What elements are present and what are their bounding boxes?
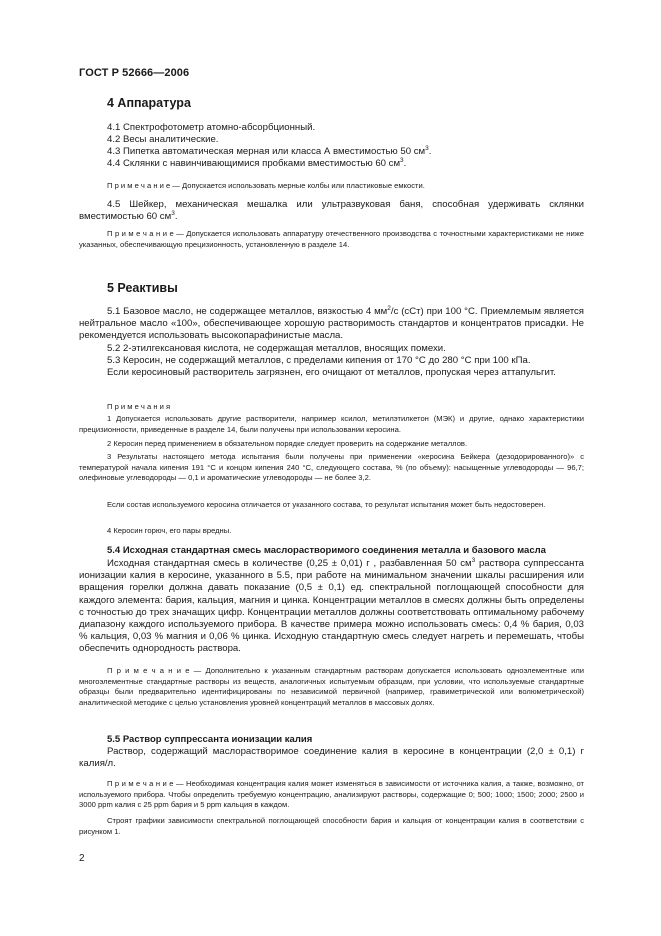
note-5-5: П р и м е ч а н и е — Необходимая концентрация калия может изменяться в зависимости от источника калия, а также, возможно, от используемого прибора. Чтобы определить требуемую концентрацию, анализируют растворы, содержащие 0; 500; 1000; 1500; 2000; 2500 и 3000 ppm калия с 25 ppm бария и 5 ppm кальция в каждом. xyxy=(79,779,584,810)
item-4-4: 4.4 Склянки с навинчивающимися пробками вместимостью 60 $см^3$. xyxy=(107,157,407,169)
item-4-5: 4.5 Шейкер, механическая мешалка или ультразвуковая баня, способная удерживать склянки вместимостью 60 $см^3$. xyxy=(79,199,584,223)
para-5-3-cont: Если керосиновый растворитель загрязнен, его очищают от металлов, пропуская через аттапульгит. xyxy=(107,367,556,378)
page-number: 2 xyxy=(79,853,85,864)
section-5-title: 5 Реактивы xyxy=(107,281,178,295)
note-5-3-cont: Если состав используемого керосина отличается от указанного состава, то результат испытания может быть недостоверен. xyxy=(107,500,546,509)
para-5-5: Раствор, содержащий маслорастворимое соединение калия в керосине в концентрации (2,0 ± 0,1) г калия/л. xyxy=(79,746,584,770)
note-4-2: П р и м е ч а н и е — Допускается использовать аппаратуру отечественного производства с точностными характеристиками не ниже указанных, обеспечивающую прецизионность, установленную в разделе 14. xyxy=(79,229,584,249)
section-4-title: 4 Аппаратура xyxy=(107,96,191,110)
para-5-4: Исходная стандартная смесь в количестве (0,25 ± 0,01) г , разбавленная 50 $см^3$ раствора суппрессанта ионизации калия в керосине, указанного в 5.5, при работе на минимальном значении шкалы расширения или вращения горелки должна давать показание (0,5 ± 0,1) ед. спектральной поглощающей способности для каждого элемента: бария, кальция, магния и цинка. Концентрации металлов в смесях должны быть определены с точностью до трех значащих цифр. Концентрации металлов должны соответствовать оптимальному рабочему диапазону каждого используемого прибора. В качестве примера можно использовать смесь: 0,4 % бария, 0,03 % кальция, 0,03 % магния и 0,06 % цинка. Исходную стандартную смесь следует нагреть и перемешать, чтобы обеспечить однородность раствора. xyxy=(79,557,584,655)
item-4-2: 4.2 Весы аналитические. xyxy=(107,134,219,145)
note-5-3: 3 Результаты настоящего метода испытания были получены при применении «керосина Бейкера (дезодорированного)» с температурой начала кипения 191 °С и концом кипения 240 °С, следующего состава, % (по объему): насыщенные углеводороды — 96,7; олефиновые углеводороды — 0,1 и ароматические углеводороды — не более 3,2. xyxy=(79,452,584,483)
note-4-1: П р и м е ч а н и е — Допускается использовать мерные колбы или пластиковые емкости. xyxy=(107,181,425,190)
para-5-2: 5.2 2-этилгексановая кислота, не содержащая металлов, вносящих помехи. xyxy=(107,343,446,354)
para-5-3: 5.3 Керосин, не содержащий металлов, с пределами кипения от 170 °С до 280 °С при 100 кПа. xyxy=(107,355,531,366)
note-5-4-extra: П р и м е ч а н и е — Дополнительно к указанным стандартным растворам допускается использовать одноэлементные или многоэлементные стандартные растворы из веществ, аналогичных испытуемым образцам, при условии, что используемые стандартные образцы были предварительно идентифицированы по независимой первичной (например, гравиметрической или волюметрической) аналитической методике с целью установления уровней концентраций металлов в массовых долях. xyxy=(79,666,584,707)
item-4-3: 4.3 Пипетка автоматическая мерная или класса А вместимостью 50 $см^3$. xyxy=(107,145,432,157)
para-5-1: 5.1 Базовое масло, не содержащее металлов, вязкостью 4 $мм^2/с$ (сСт) при 100 °С. Приемлемым является нейтральное масло «100», обеспечивающее хорошую растворимость стандартов и концентратов присадки. Не рекомендуется использовать высокопарафинистые масла. xyxy=(79,305,584,342)
note-5-5-cont: Строят графики зависимости спектральной поглощающей способности бария и кальция от концентрации калия в соответствии с рисунком 1. xyxy=(79,816,584,836)
note-5-4: 4 Керосин горюч, его пары вредны. xyxy=(107,526,232,535)
subsection-5-4-title: 5.4 Исходная стандартная смесь маслорастворимого соединения металла и базового масла xyxy=(107,545,546,556)
notes-title: П р и м е ч а н и я xyxy=(107,402,171,411)
item-4-1: 4.1 Спектрофотометр атомно-абсорбционный. xyxy=(107,122,316,133)
note-5-2: 2 Керосин перед применением в обязательном порядке следует проверить на содержание металлов. xyxy=(107,439,468,448)
standard-header: ГОСТ Р 52666—2006 xyxy=(79,67,190,79)
note-5-1: 1 Допускается использовать другие растворители, например ксилол, метилэтилкетон (МЭК) и другие, однако характеристики прецизионности, приведенные в разделе 14, были получены при использовании керосина. xyxy=(79,414,584,434)
subsection-5-5-title: 5.5 Раствор суппрессанта ионизации калия xyxy=(107,734,313,745)
